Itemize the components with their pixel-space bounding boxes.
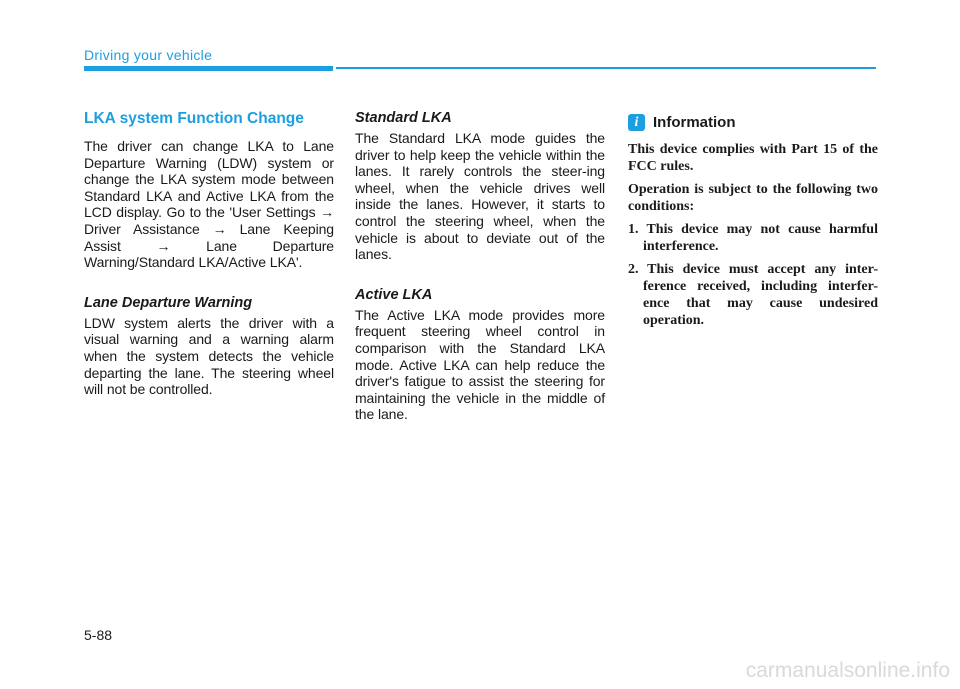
standard-lka-text: The Standard LKA mode guides the driver to help keep the vehicle within the lanes. It rarely controls the steer-ing wheel, when the vehicle drives well inside the lanes. However, it starts to control the steering wheel, when the vehicle is about to deviate out of the lanes. (355, 130, 605, 263)
list-item: 2. This device must accept any inter-ference received, including interfer-ence that may cause undesired operation. (628, 262, 878, 328)
lka-change-text: The driver can change LKA to Lane Departure Warning (LDW) system or change the LKA system mode between Standard LKA and Active LKA from the LCD display. Go to the 'User Settings → Driver Assistance → Lane Keeping Assist → Lane Departure Warning/Standard LKA/Active LKA'. (84, 138, 334, 271)
information-box (628, 114, 878, 335)
ldw-text: LDW system alerts the driver with a visual warning and a warning alarm when the system detects the vehicle departing the lane. The steering wheel will not be controlled. (84, 314, 334, 398)
column-2 (355, 110, 605, 423)
header-title: Driving your vehicle (84, 47, 213, 63)
information-title: Information (653, 114, 736, 131)
info-conditions-list (628, 221, 878, 329)
active-lka-text: The Active LKA mode provides more frequent steering wheel control in comparison with the Standard LKA mode. Active LKA can help reduce the driver's fatigue to assist the steering for maintaining the vehicle in the middle of the lane. (355, 306, 605, 423)
information-header (628, 114, 878, 131)
list-item: 1. This device may not cause harmful interference. (628, 222, 878, 254)
header-rule-right (336, 67, 876, 69)
info-icon: i (628, 114, 645, 131)
watermark: carmanualsonline.info (745, 659, 950, 682)
info-paragraph-1: This device complies with Part 15 of the FCC rules. (628, 142, 878, 174)
page-number: 5-88 (84, 627, 113, 643)
header-rule-left (84, 66, 333, 71)
column-1 (84, 110, 334, 398)
active-lka-title: Active LKA (355, 286, 433, 303)
info-paragraph-2: Operation is subject to the following two conditions: (628, 182, 878, 214)
ldw-title: Lane Departure Warning (84, 294, 253, 311)
standard-lka-title: Standard LKA (355, 110, 452, 126)
section-title: LKA system Function Change (84, 110, 304, 127)
